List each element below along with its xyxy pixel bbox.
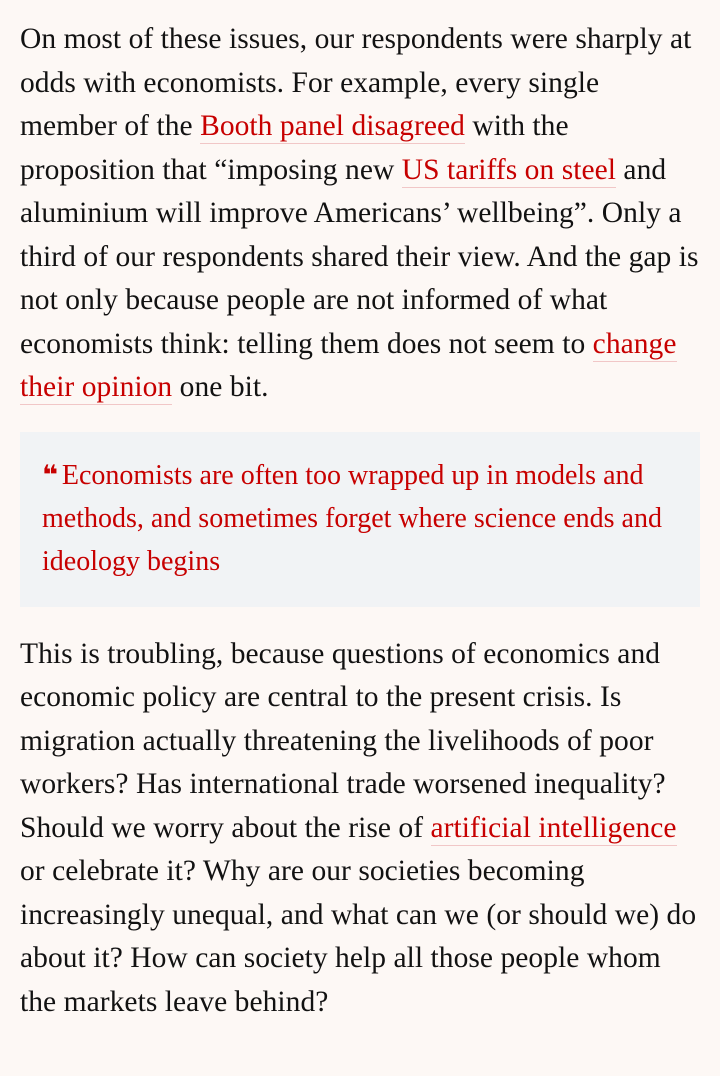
paragraph-respondents-vs-economists <box>20 18 700 410</box>
paragraph-text-segment: with the proposition that “imposing new <box>20 110 569 186</box>
link-artificial-intelligence[interactable]: artificial intelligence <box>430 811 677 844</box>
paragraph-text-segment: one bit. <box>172 371 269 403</box>
pullquote-block <box>20 432 700 607</box>
link-booth-panel-disagreed[interactable]: Booth panel disagreed <box>200 110 465 142</box>
paragraph-text-segment: or celebrate it? Why are our societies becoming increasingly unequal, and what can we (or should we) do about it? How can society help all those people whom the markets leave behind? <box>20 855 697 1018</box>
pullquote-text: Economists are often too wrapped up in models and methods, and sometimes forget where science ends and ideology begins <box>42 459 662 577</box>
link-change-their-opinion[interactable]: change their opinion <box>20 327 677 403</box>
link-us-tariffs-on-steel[interactable]: US tariffs on steel <box>401 153 616 186</box>
paragraph-troubling-questions <box>20 633 700 1025</box>
pullquote-content <box>42 454 678 583</box>
paragraph-text-segment: This is troubling, because questions of economics and economic policy are central to the present crisis. Is migration actually threatening the livelihoods of poor workers? Has international trade worsened inequality? Should we worry about the rise of <box>20 637 666 844</box>
paragraph-text-segment: On most of these issues, our respondents were sharply at odds with economists. For example, every single member of the <box>20 23 692 142</box>
quote-mark-icon: ❝ <box>42 459 56 491</box>
paragraph-text-segment: and aluminium will improve Americans’ wellbeing”. Only a third of our respondents shared their view. And the gap is not only because people are not informed of what economists think: telling them does not seem to <box>20 153 699 360</box>
